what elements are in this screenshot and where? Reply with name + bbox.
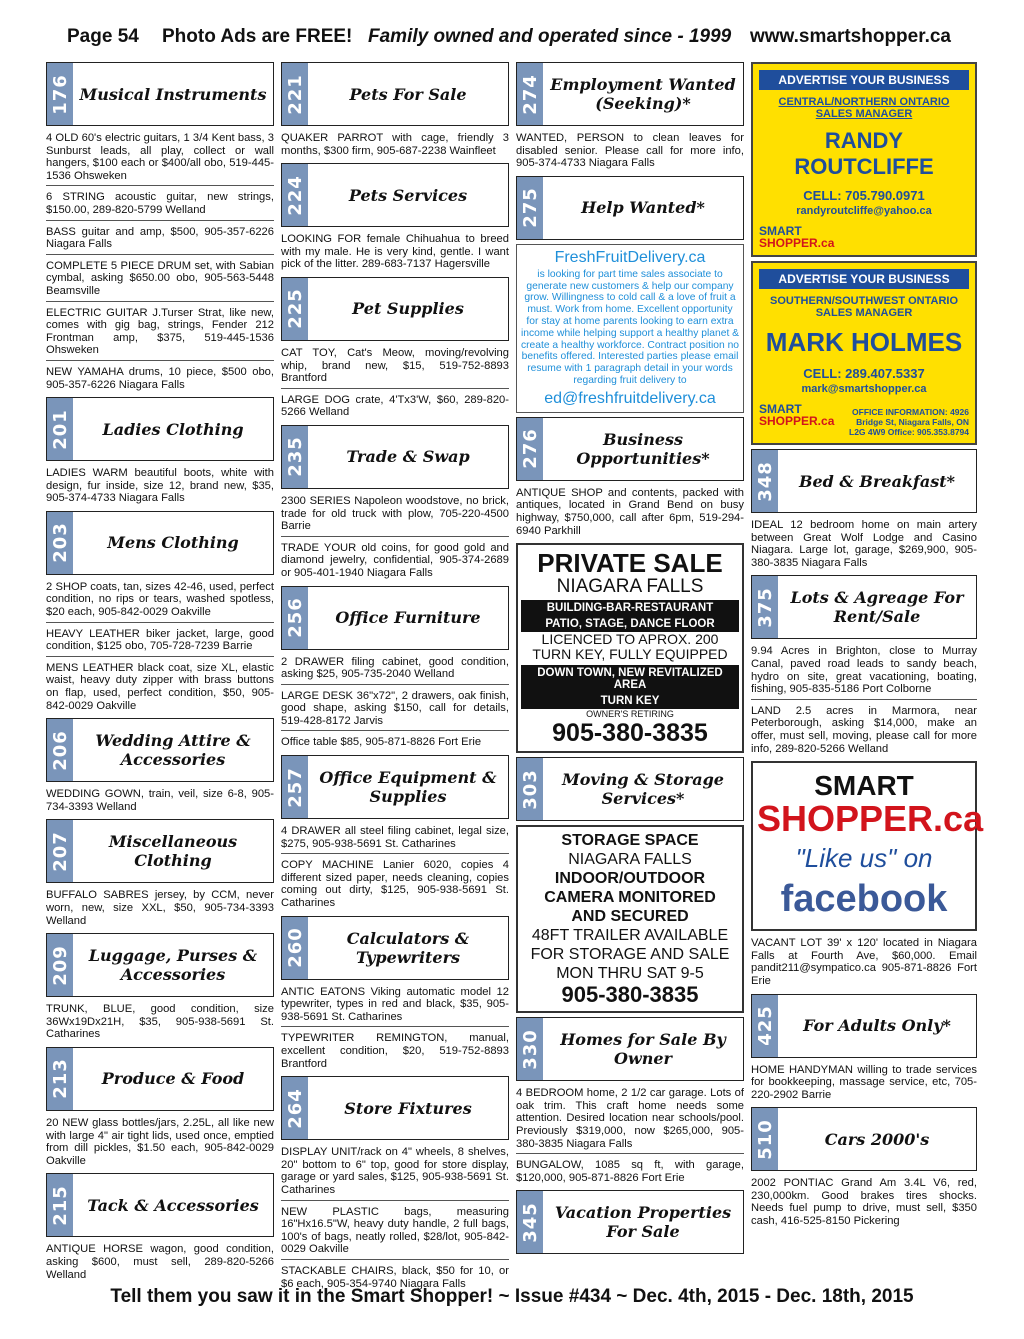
category-number: 330 xyxy=(519,1028,541,1070)
page-number: Page 54 xyxy=(67,26,139,47)
category-number: 348 xyxy=(754,460,776,502)
category-number: 274 xyxy=(519,73,541,115)
category-number: 207 xyxy=(49,831,71,872)
page-footer: Tell them you saw it in the Smart Shopper! ~ Issue #434 ~ Dec. 4th, 2015 - Dec. 18th, 2015 xyxy=(110,1286,914,1307)
category-header xyxy=(281,163,509,227)
fresh-heading: FreshFruitDelivery.ca xyxy=(554,248,706,266)
category-title: Office Furniture xyxy=(335,608,481,627)
photo-ads-notice: Photo Ads are FREE! xyxy=(162,26,353,47)
category-number: 235 xyxy=(284,436,306,478)
promo-cell: CELL: 705.790.0971 xyxy=(803,188,925,203)
promo-name: MARK HOLMES xyxy=(765,327,963,357)
category-number: 260 xyxy=(284,927,306,968)
column-2 xyxy=(281,62,509,1296)
category-number: 345 xyxy=(519,1201,541,1243)
classified-ad: TRADE YOUR old coins, for good gold and diamond jewelry, confidential, 905-374-2689 or 905-401-1940 Niagara Falls xyxy=(281,541,509,579)
promo-role: SOUTHERN/SOUTHWEST ONTARIO SALES MANAGER xyxy=(769,295,958,319)
category-title: Ladies Clothing xyxy=(102,419,244,439)
classified-ad: ANTIQUE HORSE wagon, good condition, asking $600, must sell, 289-820-5266 Welland xyxy=(46,1243,274,1281)
category-number: 256 xyxy=(284,597,306,638)
category-header xyxy=(516,176,744,240)
category-header xyxy=(751,1107,977,1171)
classified-ad: BASS guitar and amp, $500, 905-357-6226 Niagara Falls xyxy=(46,224,274,255)
category-title: Homes for Sale By Owner xyxy=(560,1030,726,1069)
category-title: Office Equipment & Supplies xyxy=(319,768,497,807)
classified-ad: WANTED, PERSON to clean leaves for disabled senior. Please call for more info, 905-374-4733 Niagara Falls xyxy=(516,132,744,170)
storage-line: CAMERA MONITORED xyxy=(544,889,716,907)
smart-shopper-logo-2: SHOPPER.ca xyxy=(757,798,984,840)
category-title: Luggage, Purses & Accessories xyxy=(88,946,258,985)
category-number: 303 xyxy=(519,768,541,810)
category-header xyxy=(516,417,744,481)
sales-manager-promo xyxy=(751,261,977,445)
storage-line: 48FT TRAILER AVAILABLE xyxy=(531,927,729,945)
promo-email[interactable]: randyroutcliffe@yahoo.ca xyxy=(796,205,932,217)
category-header xyxy=(46,62,274,126)
category-title: Moving & Storage Services* xyxy=(562,770,724,809)
category-title: For Adults Only* xyxy=(803,1016,951,1035)
office-info: OFFICE INFORMATION: 4926 Bridge St, Niagara Falls, ON L2G 4W9 Office: 905.353.8794 xyxy=(849,407,970,437)
classified-ad: 2002 PONTIAC Grand Am 3.4L V6, red, 230,000km. Good brakes tires shocks. Needs fuel pump to drive, must sell, $350 cash, 416-525-8150 Pickering xyxy=(751,1177,977,1228)
classified-ad: STACKABLE CHAIRS, black, $50 for 10, or $6 each, 905-354-9740 Niagara Falls xyxy=(281,1264,509,1290)
category-header xyxy=(46,1173,274,1237)
category-header xyxy=(516,1017,744,1081)
storage-line: AND SECURED xyxy=(571,908,689,926)
private-sale-type: BUILDING-BAR-RESTAURANT xyxy=(521,600,739,616)
category-number: 264 xyxy=(284,1087,306,1129)
storage-line: INDOOR/OUTDOOR xyxy=(554,870,706,888)
classified-ad: 4 DRAWER all steel filing cabinet, legal size, $275, 905-938-5691 St. Catharines xyxy=(281,823,509,854)
private-sale-equipped: TURN KEY, FULLY EQUIPPED xyxy=(532,646,728,663)
classified-ad: LAND 2.5 acres in Marmora, near Peterborough, asking $14,000, make an offer, must sell, moving, please call for more info, 289-820-5266 Welland xyxy=(751,704,977,755)
category-title: Pets For Sale xyxy=(349,84,467,104)
promo-title: ADVERTISE YOUR BUSINESS xyxy=(759,269,969,289)
category-header xyxy=(281,277,509,341)
category-header xyxy=(46,511,274,575)
classified-ad: BUNGALOW, 1085 sq ft, with garage, $120,000, 905-871-8826 Fort Erie xyxy=(516,1159,744,1184)
classified-ad: LADIES WARM beautiful boots, white with design, fur inside, size 12, brand new, $35, 905-374-4733 Niagara Falls xyxy=(46,467,274,505)
tagline: Family owned and operated since - 1999 xyxy=(368,26,732,47)
classified-ad: LARGE DOG crate, 4'Tx3'W, $60, 289-820-5266 Welland xyxy=(281,393,509,419)
category-title: Bed & Breakfast* xyxy=(798,471,956,491)
category-header xyxy=(516,62,744,126)
category-title: Calculators & Typewriters xyxy=(346,928,470,967)
category-number: 206 xyxy=(49,729,71,771)
page-header xyxy=(0,26,1024,56)
storage-phone: 905-380-3835 xyxy=(561,982,699,1008)
category-header xyxy=(46,1047,274,1111)
classified-ad: HOME HANDYMAN willing to trade services for bookkeeping, massage service, etc, 705-220-2902 Barrie xyxy=(751,1063,977,1101)
column-4 xyxy=(751,62,984,1234)
storage-line: STORAGE SPACE xyxy=(561,832,699,850)
smart-shopper-logo: SMART SHOPPER.ca xyxy=(759,224,835,250)
classified-ad: TYPEWRITER REMINGTON, manual, excellent condition, $20, 519-752-8893 Brantford xyxy=(281,1032,509,1070)
category-number: 375 xyxy=(754,587,776,628)
classified-ad: 2 DRAWER filing cabinet, good condition, asking $25, 905-735-2040 Welland xyxy=(281,654,509,685)
private-sale-features: PATIO, STAGE, DANCE FLOOR xyxy=(521,616,739,632)
category-header xyxy=(281,586,509,650)
classified-ad: ANTIQUE SHOP and contents, packed with antiques, located in Grand Bend on busy highway, $750,000, call after 6pm, 519-294-6940 Parkhill xyxy=(516,486,744,537)
classified-ad: 4 OLD 60's electric guitars, 1 3/4 Kent bass, 3 Sunburst leads, all play, collect or wall hangers, $100 each or $400/all obo, 519-445-1536 Ohsweken xyxy=(46,130,274,186)
promo-cell: CELL: 289.407.5337 xyxy=(803,366,925,381)
category-title: Produce & Food xyxy=(101,1069,245,1089)
storage-ad xyxy=(516,825,744,1013)
classified-ad: COPY MACHINE Lanier 6020, copies 4 different sized paper, needs cleaning, copies coming out dirty, $125, 905-938-5691 St. Catharines xyxy=(281,859,509,910)
facebook-promo[interactable] xyxy=(751,761,984,931)
fresh-email[interactable]: ed@freshfruitdelivery.ca xyxy=(544,389,716,407)
smart-shopper-logo: SMART SHOPPER.ca xyxy=(759,402,835,428)
category-header xyxy=(751,575,977,639)
category-header xyxy=(281,62,509,126)
category-number: 221 xyxy=(284,73,306,115)
category-header xyxy=(281,916,509,980)
classified-ad: 4 BEDROOM home, 2 1/2 car garage. Lots of oak trim. This craft home needs some attention. Desired location near schools/pool. Previously $319,000, now $265,000, 905-380-3835 Niagara Falls xyxy=(516,1085,744,1154)
promo-email[interactable]: mark@smartshopper.ca xyxy=(801,383,927,395)
classified-ad: CAT TOY, Cat's Meow, moving/revolving whip, brand new, $15, 519-752-8893 Brantford xyxy=(281,345,509,389)
category-title: Lots & Agreage For Rent/Sale xyxy=(790,588,964,627)
category-number: 176 xyxy=(49,73,71,115)
category-number: 257 xyxy=(284,766,306,808)
category-header xyxy=(46,933,274,997)
classified-ad: LARGE DESK 36"x72", 2 drawers, oak finish, good shape, asking $150, call for details, 519-428-8172 Jarvis xyxy=(281,688,509,732)
category-title: Tack & Accessories xyxy=(87,1195,259,1215)
private-sale-retiring: OWNER'S RETIRING xyxy=(586,709,674,720)
classified-ad: NEW YAMAHA drums, 10 piece, $500 obo, 905-357-6226 Niagara Falls xyxy=(46,365,274,391)
classified-ad: Office table $85, 905-871-8826 Fort Erie xyxy=(281,736,482,749)
classified-ad: DISPLAY UNIT/rack on 4" wheels, 8 shelves, 20" bottom to 6" top, good for store display, garage or yard sales, $125, 905-938-5691 St. Catharines xyxy=(281,1144,509,1200)
classified-ad: 9.94 Acres in Brighton, close to Murray Canal, paved road leads to sandy beach, hydro on site, great vacationing, boating, fishing, 905-835-5186 Port Colborne xyxy=(751,643,977,699)
category-title: Mens Clothing xyxy=(107,533,239,553)
classified-ad: ELECTRIC GUITAR J.Turser Strat, like new, comes with gig bag, strings, Fender 212 Frontman amp, $375, 519-445-1536 Ohsweken xyxy=(46,305,274,361)
facebook-logo: facebook xyxy=(780,878,948,921)
category-number: 201 xyxy=(49,408,71,450)
category-header xyxy=(281,425,509,489)
column-1 xyxy=(46,62,274,1287)
category-number: 224 xyxy=(284,174,306,216)
category-title: Pet Supplies xyxy=(352,299,464,319)
promo-name: RANDY ROUTCLIFFE xyxy=(794,128,934,179)
like-us-text: "Like us" on xyxy=(795,843,933,874)
category-header xyxy=(281,755,509,819)
category-header xyxy=(46,397,274,461)
classified-ad: QUAKER PARROT with cage, friendly 3 months, $300 firm, 905-687-2238 Wainfleet xyxy=(281,132,509,157)
category-title: Musical Instruments xyxy=(79,84,267,104)
classified-ad: 2300 SERIES Napoleon woodstove, no brick, trade for old truck with plow, 705-220-4500 Barrie xyxy=(281,493,509,537)
storage-line: FOR STORAGE AND SALE xyxy=(530,946,730,964)
classified-ad: VACANT LOT 39' x 120' located in Niagara Falls at Fourth Ave, $60,000. Email pandit211@sympatico.ca 905-871-8826 Fort Erie xyxy=(751,937,977,987)
category-header xyxy=(46,819,274,883)
private-sale-phone: 905-380-3835 xyxy=(552,719,708,748)
category-title: Help Wanted* xyxy=(581,198,705,218)
category-header xyxy=(516,1190,744,1254)
private-sale-area: DOWN TOWN, NEW REVITALIZED AREA xyxy=(521,665,739,693)
fresh-fruit-ad xyxy=(516,244,744,413)
category-header xyxy=(516,757,744,821)
classified-ad: 2 SHOP coats, tan, sizes 42-46, used, perfect condition, no rips or tears, washed spotless, $20 each, 905-842-0029 Oakville xyxy=(46,579,274,623)
classified-ad: MENS LEATHER black coat, size XL, elastic waist, heavy duty zipper with brass buttons on flap, used, perfect condition, $50, 905-842-0029 Oakville xyxy=(46,661,274,712)
category-number: 215 xyxy=(49,1185,71,1226)
category-number: 275 xyxy=(519,187,541,229)
sales-manager-promo xyxy=(751,62,977,257)
private-sale-turnkey: TURN KEY xyxy=(521,693,739,709)
storage-line: NIAGARA FALLS xyxy=(568,851,692,869)
category-title: Employment Wanted (Seeking)* xyxy=(550,75,736,113)
private-sale-title: PRIVATE SALE xyxy=(537,548,723,579)
classified-ad: 20 NEW glass bottles/jars, 2.25L, all like new with large 4" air tight lids, used once, emptied from dill pickles, $1.50 each, 905-842-0029 Oakville xyxy=(46,1116,274,1167)
classified-ad: IDEAL 12 bedroom home on main artery between Great Wolf Lodge and Casino Niagara. Large lot, garage, $269,900, 905-380-3835 Niagara Falls xyxy=(751,519,977,569)
classified-ad: COMPLETE 5 PIECE DRUM set, with Sabian cymbal, asking $650.00 obo, 905-563-5448 Beamsville xyxy=(46,258,274,302)
category-number: 209 xyxy=(49,944,71,986)
category-title: Trade & Swap xyxy=(346,447,470,467)
classified-ad: 6 STRING acoustic guitar, new strings, $150.00, 289-820-5799 Welland xyxy=(46,189,274,220)
private-sale-ad xyxy=(516,543,744,753)
category-header xyxy=(751,449,977,513)
storage-line: MON THRU SAT 9-5 xyxy=(556,965,704,983)
fresh-body: is looking for part time sales associate to generate new customers & help our company grow. Willingness to cold call & a love of fruit a must. Work from home. Excellent opportunity for stay at home parents looking to earn extra income while helping support a healthy planet & create a healthy workforce. Contract position no benefits offered. Interested parties please email resume with 1 paragraph detail in your words regarding fruit delivery to xyxy=(520,268,740,386)
promo-title: ADVERTISE YOUR BUSINESS xyxy=(759,70,969,90)
classified-ad: BUFFALO SABRES jersey, by CCM, never worn, new, size XXL, $50, 905-734-3393 Welland xyxy=(46,889,274,927)
category-header xyxy=(281,1076,509,1140)
website: www.smartshopper.ca xyxy=(750,26,951,47)
category-number: 510 xyxy=(754,1118,776,1160)
classified-ad: ANTIC EATONS Viking automatic model 12 typewriter, types in red and black, $35, 905-938-5691 St. Catharines xyxy=(281,984,509,1028)
category-header xyxy=(46,718,274,782)
category-title: Store Fixtures xyxy=(344,1098,472,1118)
classified-ad: NEW PLASTIC bags, measuring 16"Hx16.5"W, heavy duty handle, 2 full bags, 100's of bags, neatly rolled, $28/lot, 905-842-0029 Oakville xyxy=(281,1204,509,1260)
category-title: Pets Services xyxy=(348,185,468,205)
category-number: 425 xyxy=(754,1005,776,1046)
classified-ad: TRUNK, BLUE, good condition, size 36Wx19Dx21H, $35, 905-938-5691 St. Catharines xyxy=(46,1003,274,1041)
category-number: 203 xyxy=(49,522,71,564)
private-sale-location: NIAGARA FALLS xyxy=(556,576,704,598)
category-number: 276 xyxy=(519,428,541,470)
classified-ad: WEDDING GOWN, train, veil, size 6-8, 905-734-3393 Welland xyxy=(46,788,274,813)
category-title: Wedding Attire & Accessories xyxy=(95,731,251,770)
private-sale-licence: LICENCED TO APROX. 200 xyxy=(541,631,719,648)
classified-ad: HEAVY LEATHER biker jacket, large, good condition, $125 obo, 705-728-7239 Barrie xyxy=(46,626,274,657)
category-title: Miscellaneous Clothing xyxy=(108,832,238,871)
category-number: 225 xyxy=(284,288,306,330)
column-3 xyxy=(516,62,744,1258)
category-header xyxy=(751,994,977,1058)
smart-shopper-logo: SMART xyxy=(814,770,914,802)
category-title: Cars 2000's xyxy=(824,1129,930,1149)
category-title: Vacation Properties For Sale xyxy=(554,1203,732,1242)
category-title: Business Opportunities* xyxy=(576,429,710,468)
category-number: 213 xyxy=(49,1058,71,1100)
promo-role: CENTRAL/NORTHERN ONTARIO SALES MANAGER xyxy=(778,96,950,120)
classified-ad: LOOKING FOR female Chihuahua to breed with my male. He is very kind, gentle. I want pick of the litter. 289-683-7137 Hagersville xyxy=(281,233,509,271)
